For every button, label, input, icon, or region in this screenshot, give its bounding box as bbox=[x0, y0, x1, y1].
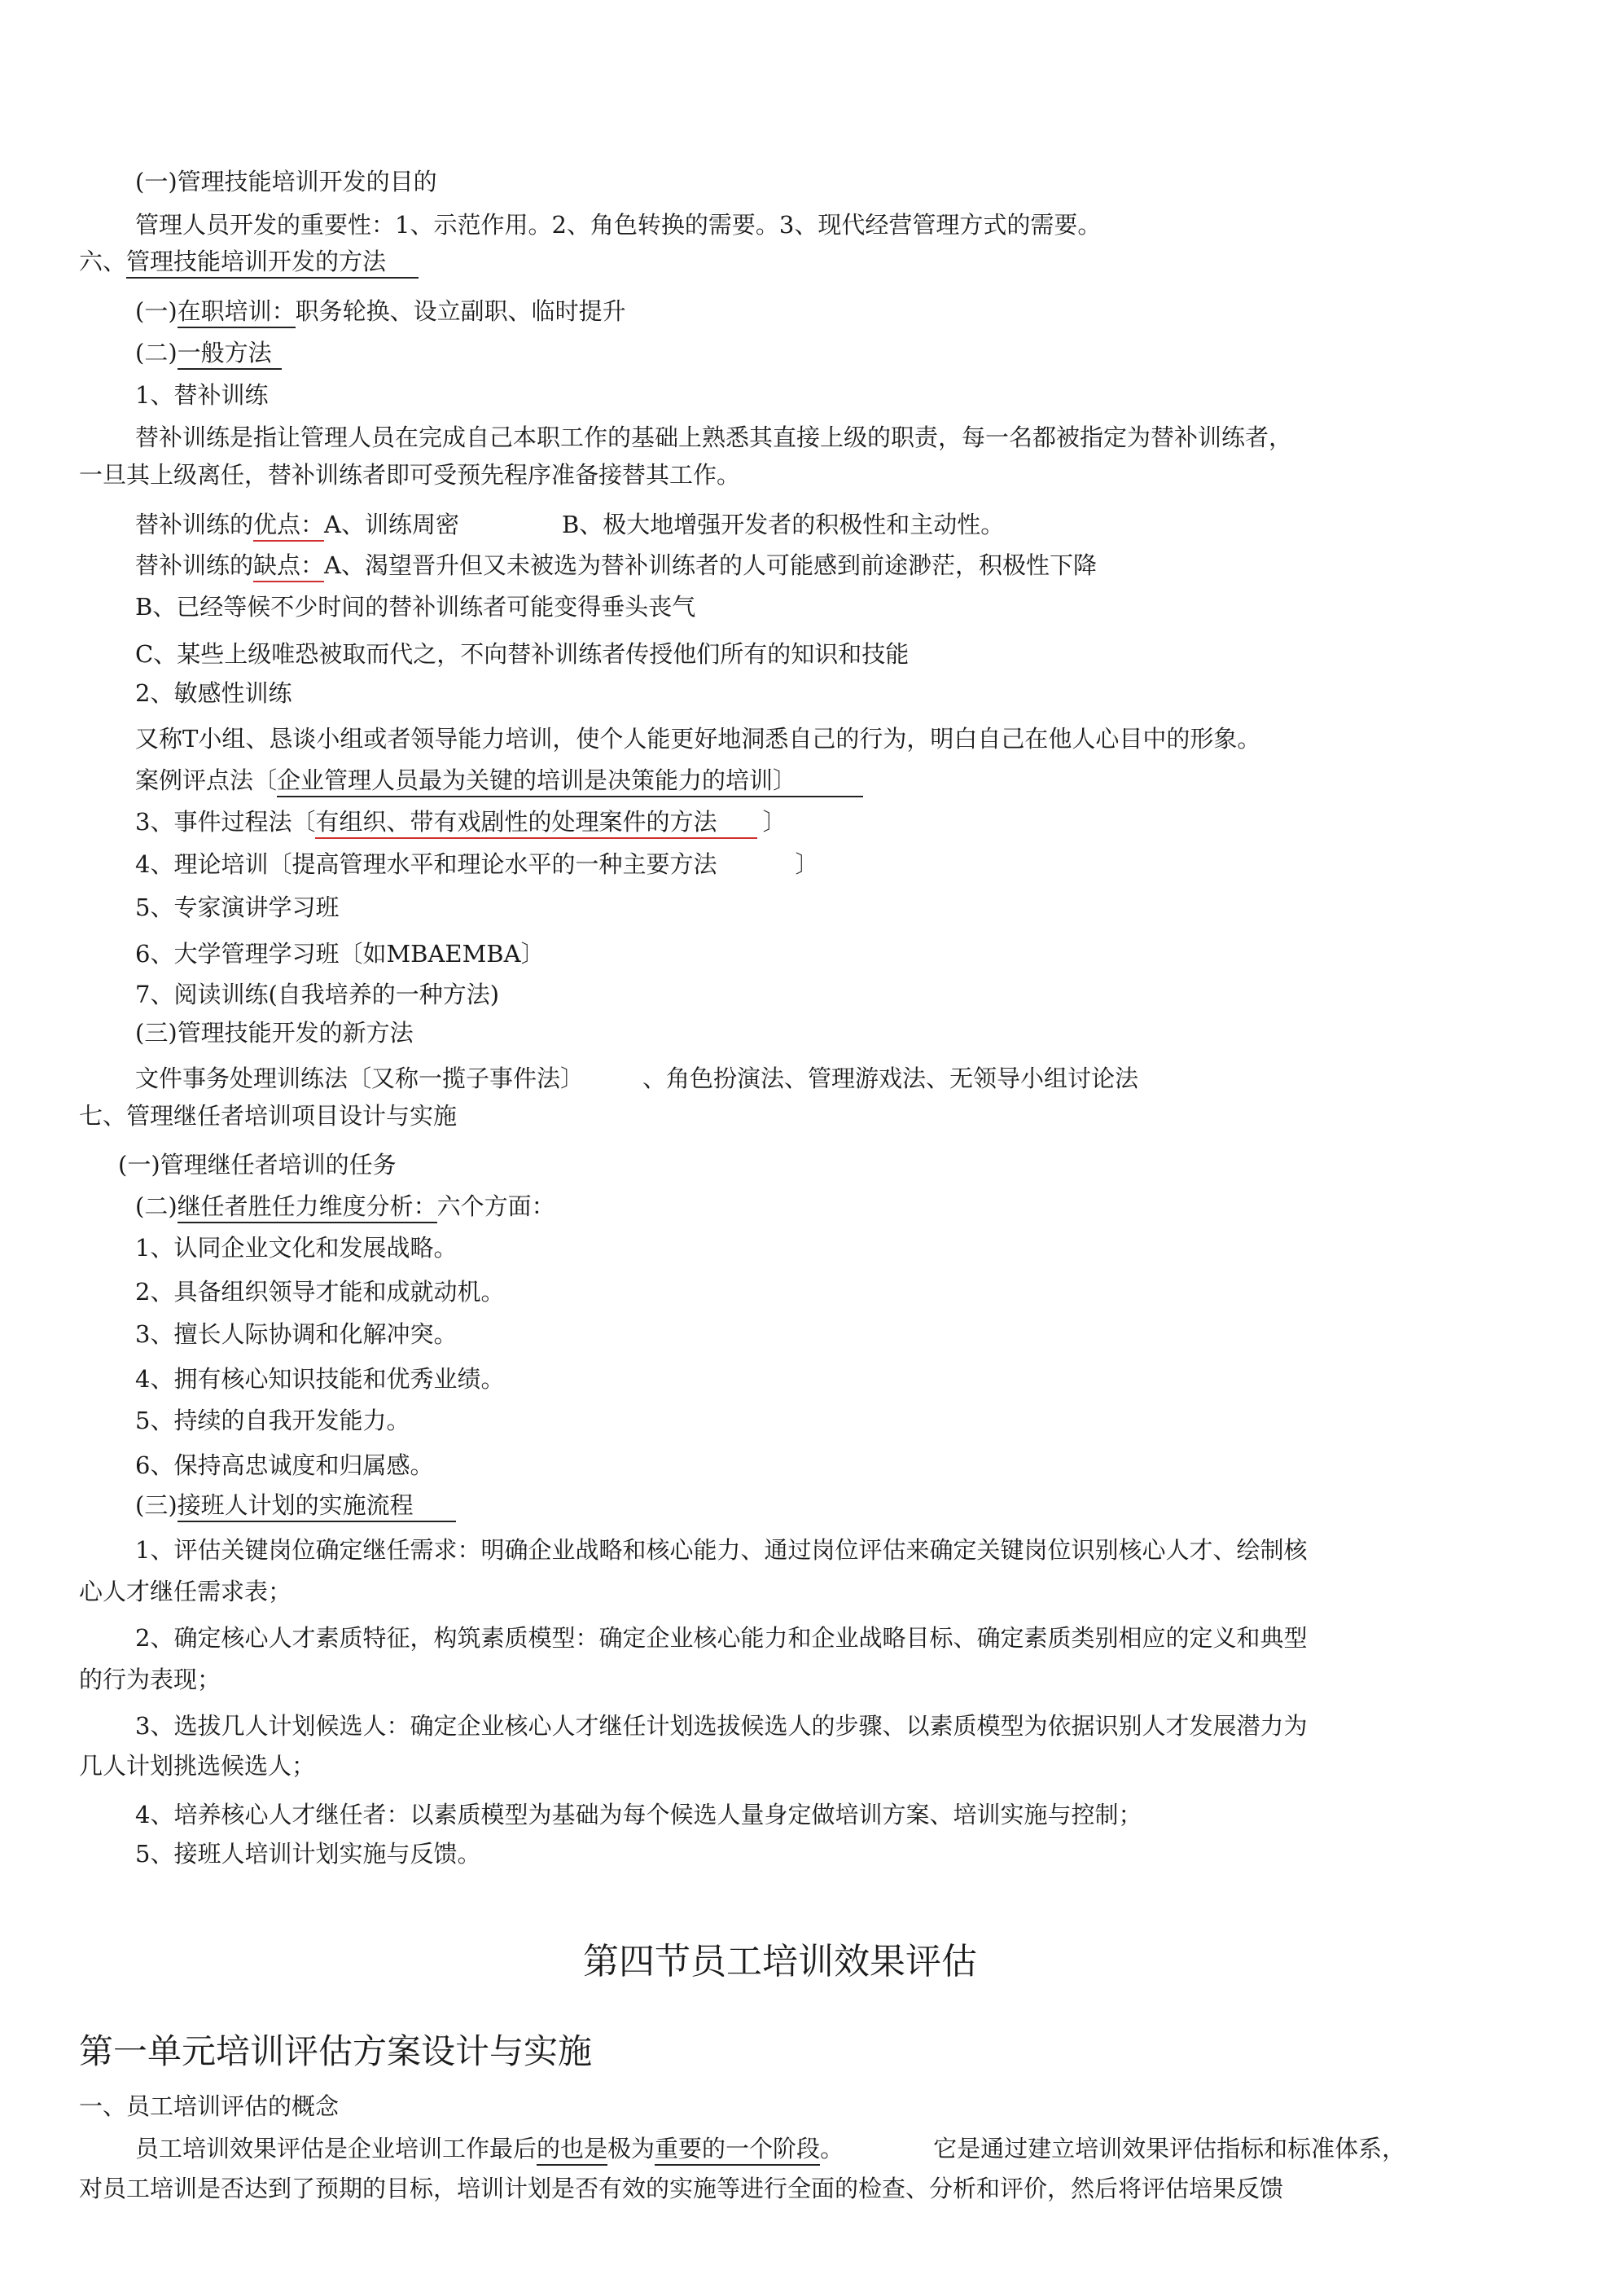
line-4-pre: (一) bbox=[135, 297, 178, 325]
section-title: 第四节员工培训效果评估 bbox=[583, 1941, 977, 1982]
heading-6 bbox=[79, 247, 419, 276]
line-31: 6、保持高忠诚度和归属感。 bbox=[135, 1451, 434, 1479]
tail-line-2-pre: 员工培训效果评估是企业培训工作最后 bbox=[135, 2135, 537, 2162]
tail-line-2-ul2: 重要的一个阶段 bbox=[655, 2135, 820, 2166]
line-17-pre: 4、理论培训〔提高管理水平和理论水平的一种主要方法 bbox=[135, 850, 717, 878]
line-9-ul: 优点： bbox=[253, 511, 324, 542]
line-25-pre: (二) bbox=[135, 1192, 178, 1220]
heading-6-num: 六、 bbox=[79, 248, 127, 275]
line-5-ul: 一般方法 bbox=[178, 339, 282, 370]
line-9 bbox=[135, 510, 1004, 539]
line-40: 5、接班人培训计划实施与反馈。 bbox=[135, 1840, 481, 1868]
line-15 bbox=[135, 766, 863, 795]
line-24: (一)管理继任者培训的任务 bbox=[118, 1151, 397, 1179]
line-16-pre: 3、事件过程法〔 bbox=[135, 808, 316, 836]
line-36: 的行为表现； bbox=[79, 1666, 221, 1693]
line-6: 1、替补训练 bbox=[135, 381, 269, 409]
line-22-pre: 文件事务处理训练法〔又称一揽子事件法〕 bbox=[135, 1065, 585, 1092]
unit-title: 第一单元培训评估方案设计与实施 bbox=[79, 2031, 593, 2071]
line-33: 1、评估关键岗位确定继任需求：明确企业战略和核心能力、通过岗位评估来确定关键岗位识别核心人才、绘制核 bbox=[135, 1536, 1308, 1564]
line-13: 2、敏感性训练 bbox=[135, 679, 292, 707]
tail-line-2-post2: 它是通过建立培训效果评估指标和标准体系， bbox=[933, 2135, 1406, 2162]
line-22-post2: 、角色扮演法、管理游戏法、无领导小组讨论法 bbox=[642, 1065, 1139, 1092]
line-4-ul: 在职培训： bbox=[178, 297, 296, 328]
line-4-post: 职务轮换、设立副职、临时提升 bbox=[295, 297, 626, 325]
line-11: B、已经等候不少时间的替补训练者可能变得垂头丧气 bbox=[135, 593, 696, 621]
line-25-post: 六个方面： bbox=[436, 1192, 555, 1220]
line-20: 7、阅读训练(自我培养的一种方法) bbox=[135, 981, 500, 1008]
line-38: 几人计划挑选候选人； bbox=[79, 1752, 316, 1780]
line-15-pre: 案例评点法〔 bbox=[135, 766, 278, 794]
line-10 bbox=[135, 551, 1097, 580]
line-25-ul: 继任者胜任力维度分析： bbox=[178, 1192, 437, 1223]
line-9-post2: B、极大地增强开发者的积极性和主动性。 bbox=[561, 511, 1005, 538]
line-29: 4、拥有核心知识技能和优秀业绩。 bbox=[135, 1365, 505, 1393]
line-32 bbox=[135, 1490, 456, 1520]
line-16 bbox=[135, 807, 786, 836]
tail-line-2-mid: 极为 bbox=[607, 2135, 655, 2162]
line-39: 4、培养核心人才继任者：以素质模型为基础为每个候选人量身定做培训方案、培训实施与控制； bbox=[135, 1801, 1142, 1828]
tail-line-2-post: 。 bbox=[820, 2135, 844, 2162]
line-9-pre: 替补训练的 bbox=[135, 511, 254, 538]
line-18: 5、专家演讲学习班 bbox=[135, 893, 340, 921]
line-22 bbox=[135, 1064, 1138, 1093]
line-7: 替补训练是指让管理人员在完成自己本职工作的基础上熟悉其直接上级的职责，每一名都被指定为替补训练者， bbox=[135, 424, 1293, 451]
line-28: 3、擅长人际协调和化解冲突。 bbox=[135, 1320, 458, 1348]
tail-line-2-ul: 的也是 bbox=[537, 2135, 607, 2166]
tail-line-3: 对员工培训是否达到了预期的目标，培训计划是否有效的实施等进行全面的检查、分析和评价，然后将评估培果反馈 bbox=[79, 2175, 1284, 2202]
line-30: 5、持续的自我开发能力。 bbox=[135, 1407, 410, 1434]
line-17-post2: 〕 bbox=[795, 850, 819, 878]
line-37: 3、选拔几人计划候选人：确定企业核心人才继任计划选拔候选人的步骤、以素质模型为依据识别人才发展潜力为 bbox=[135, 1712, 1308, 1740]
heading-6-title: 管理技能培训开发的方法 bbox=[126, 248, 419, 279]
line-14: 又称T小组、恳谈小组或者领导能力培训，使个人能更好地洞悉自己的行为，明白自己在他人心目中的形象。 bbox=[135, 725, 1261, 753]
line-17 bbox=[135, 849, 818, 879]
line-26: 1、认同企业文化和发展战略。 bbox=[135, 1234, 458, 1262]
line-34: 心人才继任需求表； bbox=[79, 1578, 292, 1605]
line-19: 6、大学管理学习班〔如MBAEMBA〕 bbox=[135, 940, 545, 968]
line-35: 2、确定核心人才素质特征，构筑素质模型：确定企业核心能力和企业战略目标、确定素质类别相应的定义和典型 bbox=[135, 1624, 1308, 1652]
line-10-post: A、渴望晋升但又未被选为替补训练者的人可能感到前途渺茫，积极性下降 bbox=[324, 551, 1097, 579]
line-8: 一旦其上级离任，替补训练者即可受预先程序准备接替其工作。 bbox=[79, 461, 741, 489]
line-10-ul: 缺点： bbox=[253, 551, 324, 582]
line-10-pre: 替补训练的 bbox=[135, 551, 254, 579]
line-4 bbox=[135, 296, 626, 326]
tail-line-1: 一、员工培训评估的概念 bbox=[79, 2092, 340, 2120]
line-1: (一)管理技能培训开发的目的 bbox=[135, 168, 437, 195]
line-16-post2: 〕 bbox=[762, 808, 787, 836]
tail-line-2 bbox=[135, 2134, 1405, 2163]
line-5-pre: (二) bbox=[135, 339, 178, 367]
line-5 bbox=[135, 338, 282, 367]
line-21: (三)管理技能开发的新方法 bbox=[135, 1019, 414, 1047]
line-9-post: A、训练周密 bbox=[324, 511, 459, 538]
line-32-pre: (三) bbox=[135, 1491, 178, 1519]
line-32-ul: 接班人计划的实施流程 bbox=[178, 1491, 456, 1522]
line-15-ul: 企业管理人员最为关键的培训是决策能力的培训〕 bbox=[277, 766, 863, 797]
line-27: 2、具备组织领导才能和成就动机。 bbox=[135, 1278, 505, 1306]
line-2: 管理人员开发的重要性：1、示范作用。2、角色转换的需要。3、现代经营管理方式的需要。 bbox=[135, 211, 1102, 239]
line-12: C、某些上级唯恐被取而代之，不向替补训练者传授他们所有的知识和技能 bbox=[135, 640, 910, 668]
line-25 bbox=[135, 1192, 555, 1221]
heading-7: 七、管理继任者培训项目设计与实施 bbox=[79, 1102, 458, 1130]
line-16-ul: 有组织、带有戏剧性的处理案件的方法 bbox=[315, 808, 757, 839]
